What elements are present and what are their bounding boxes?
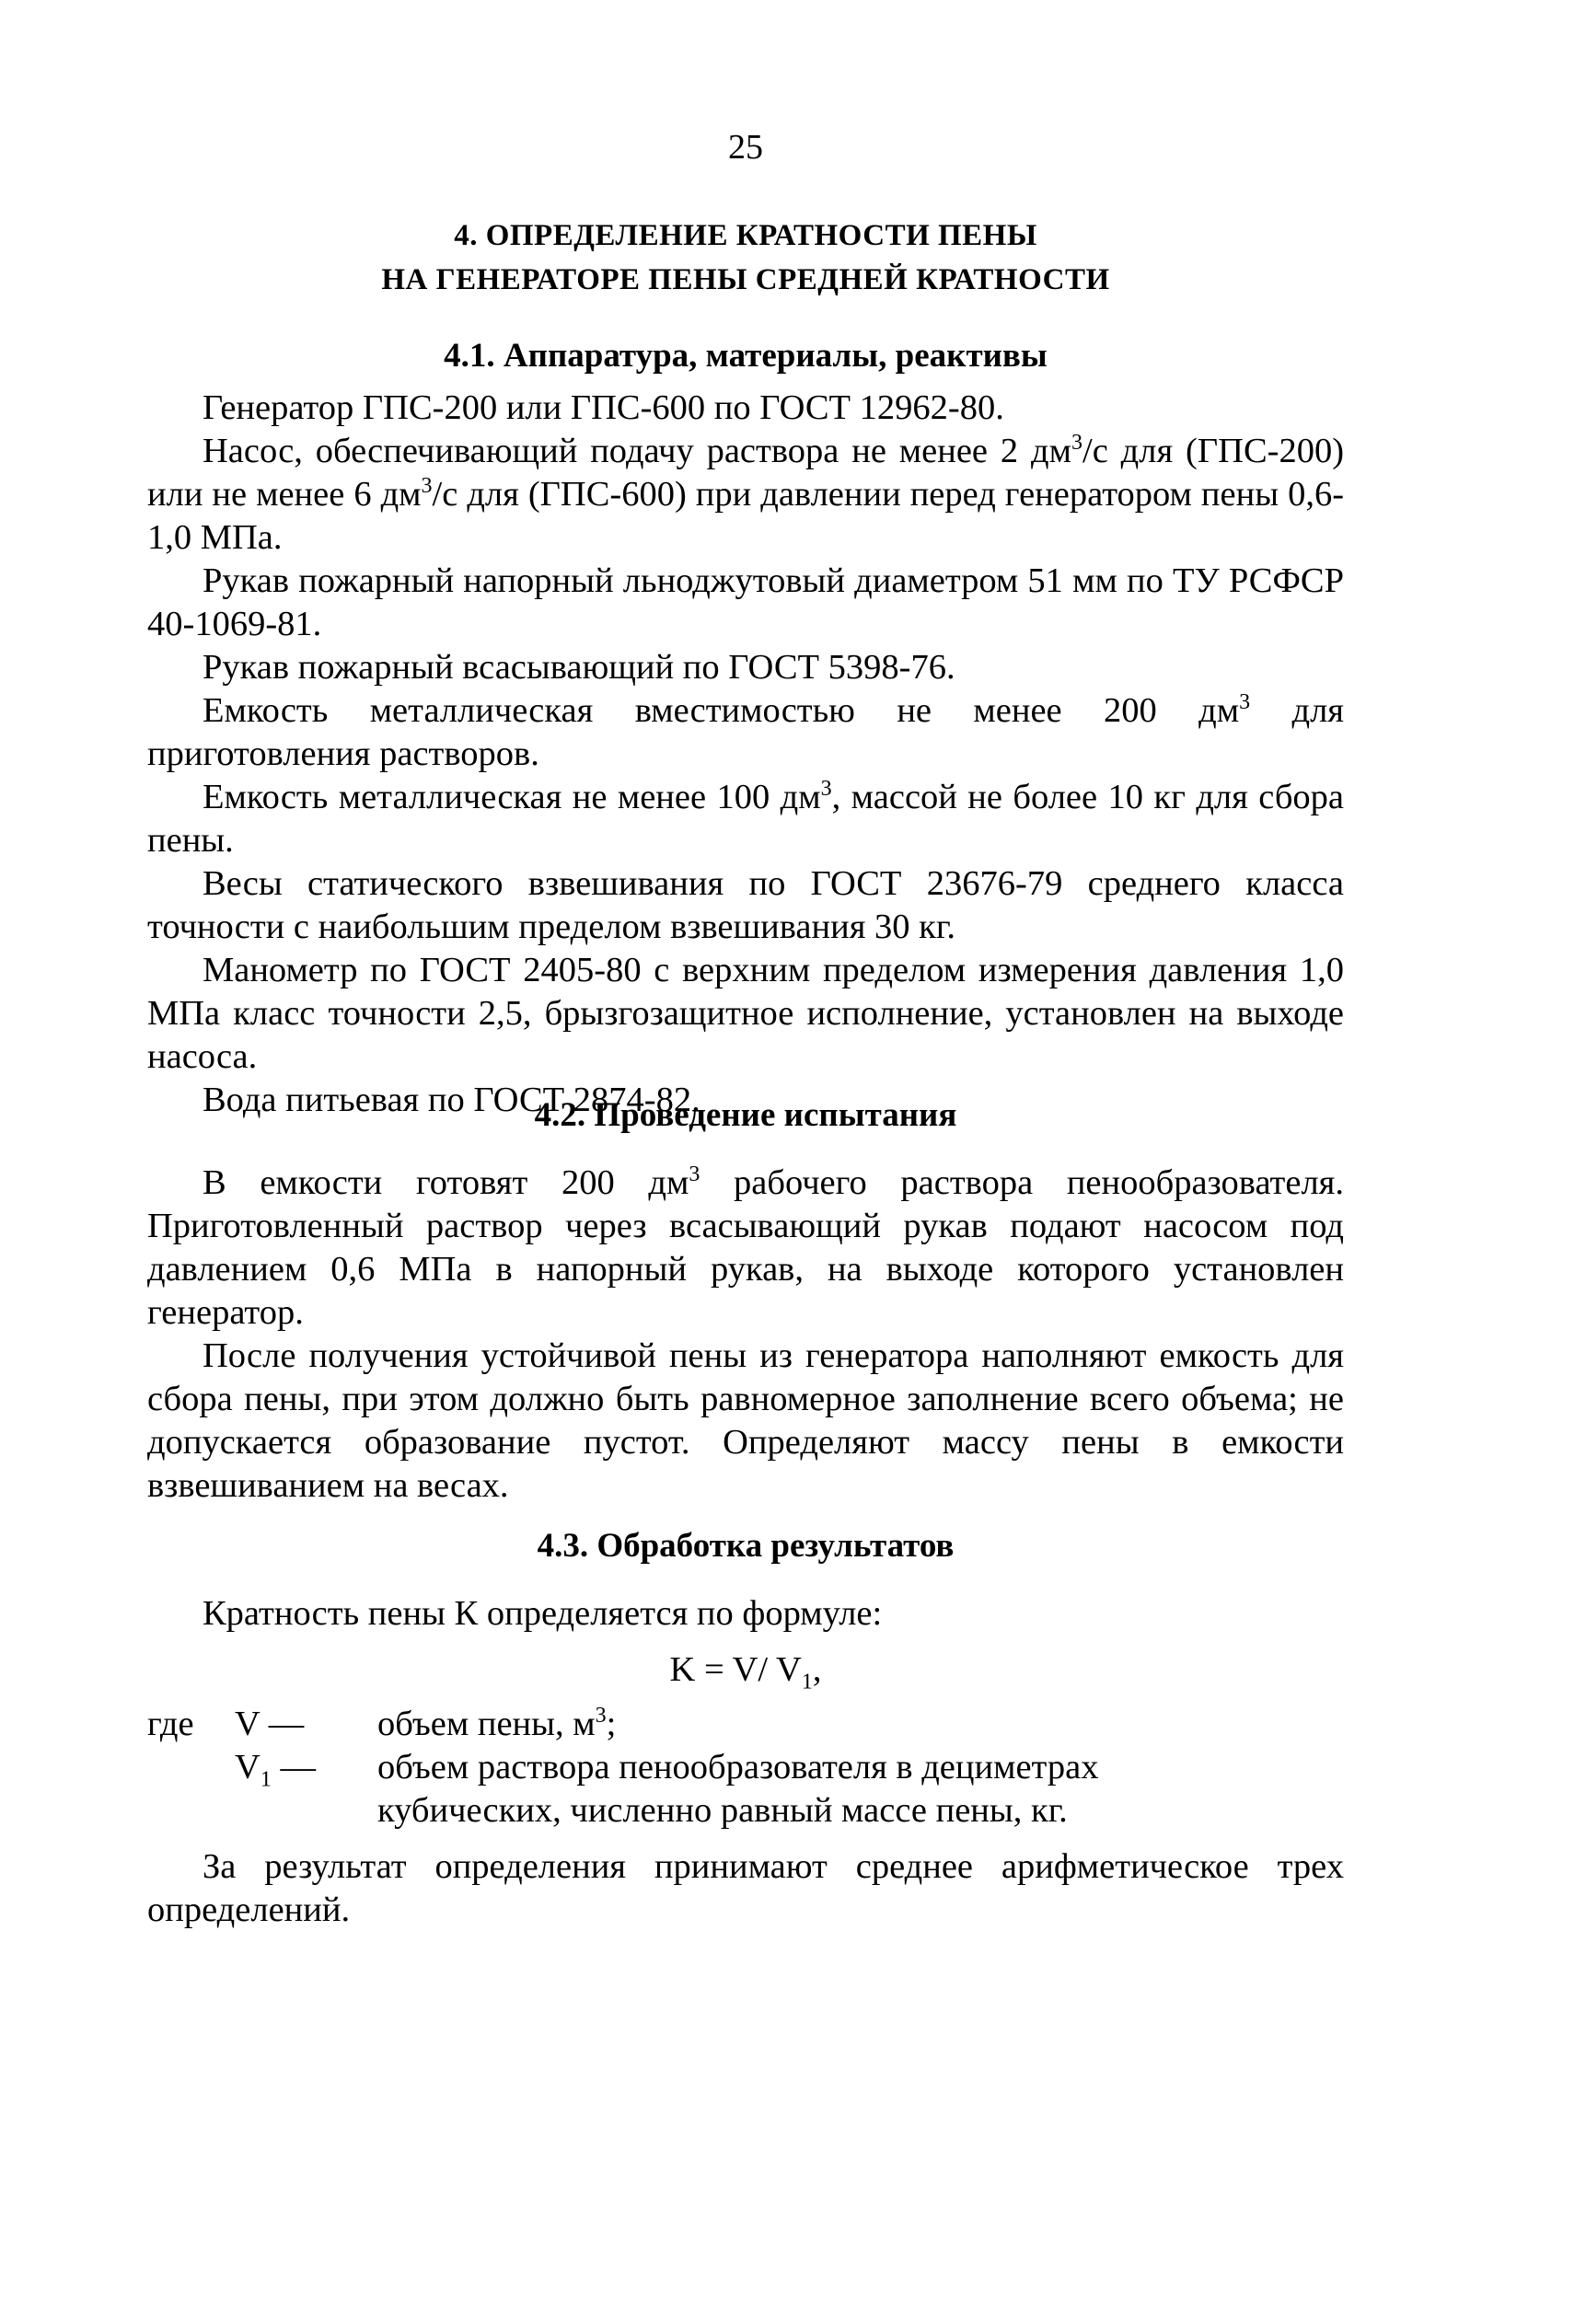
paragraph: За результат определения принимают среднее арифметическое трех определений. (147, 1847, 1344, 1929)
formula: K = V/ $V_1$, (669, 1650, 822, 1694)
definition-text: объем раствора пенообразователя в дециметрах кубических, численно равный массе пены, кг. (377, 1748, 1099, 1830)
paragraph: После получения устойчивой пены из генератора наполняют емкость для сбора пены, при этом должно быть равномерное заполнение всего объема; не допускается образование пустот. Определяют массу пены в емкости взвешиванием на весах. (147, 1336, 1344, 1505)
section-43-title: 4.3. Обработка результатов (537, 1527, 955, 1565)
definition-symbol: $V_1$ — (235, 1748, 316, 1792)
paragraph: Рукав пожарный напорный льноджутовый диаметром 51 мм по ТУ РСФСР 40-1069-81. (147, 561, 1344, 643)
section-43-conclusion (147, 1845, 1344, 1932)
paragraph: Емкость металлическая вместимостью не менее 200 $дм^3$ для приготовления растворов. (147, 690, 1345, 773)
page-number: 25 (728, 128, 763, 167)
section-41-title: 4.1. Аппаратура, материалы, реактивы (444, 337, 1048, 375)
chapter-title-line2: НА ГЕНЕРАТОРЕ ПЕНЫ СРЕДНЕЙ КРАТНОСТИ (381, 263, 1110, 296)
paragraph: Насос, обеспечивающий подачу раствора не менее 2 $дм^3/с$ для (ГПС-200) или не менее 6 $дм^3/с$ для (ГПС-600) при давлении перед генератором пены 0,6-1,0 МПа. (147, 431, 1345, 557)
paragraph: Генератор ГПС-200 или ГПС-600 по ГОСТ 12962-80. (203, 388, 1004, 427)
paragraph: Весы статического взвешивания по ГОСТ 23676-79 среднего класса точности с наибольшим пределом взвешивания 30 кг. (147, 864, 1344, 946)
chapter-title-line1: 4. ОПРЕДЕЛЕНИЕ КРАТНОСТИ ПЕНЫ (454, 219, 1037, 252)
paragraph: Кратность пены К определяется по формуле: (203, 1594, 883, 1633)
definition-symbol: V — (235, 1705, 305, 1743)
section-42-title: 4.2. Проведение испытания (534, 1096, 957, 1134)
section-41-body (147, 387, 1344, 1122)
paragraph: В емкости готовят 200 $дм^3$ рабочего раствора пенообразователя. Приготовленный раствор через всасывающий рукав подают насосом под давлением 0,6 МПа в напорный рукав, на выходе которого установлен генератор. (147, 1162, 1344, 1332)
section-43-intro (147, 1592, 1344, 1636)
section-42-body (147, 1162, 1344, 1508)
where-label: где (147, 1705, 194, 1743)
paragraph: Вода питьевая по ГОСТ 2874-82. (203, 1081, 700, 1119)
paragraph: Емкость металлическая не менее 100 $дм^3$, массой не более 10 кг для сбора пены. (147, 777, 1344, 860)
chapter-title (0, 214, 1491, 302)
paragraph: Манометр по ГОСТ 2405-80 с верхним пределом измерения давления 1,0 МПа класс точности 2,5, брызгозащитное исполнение, установлен на выходе насоса. (147, 951, 1344, 1076)
definition-text: объем пены, $м^3$; (377, 1704, 617, 1743)
paragraph: Рукав пожарный всасывающий по ГОСТ 5398-76. (203, 648, 955, 687)
